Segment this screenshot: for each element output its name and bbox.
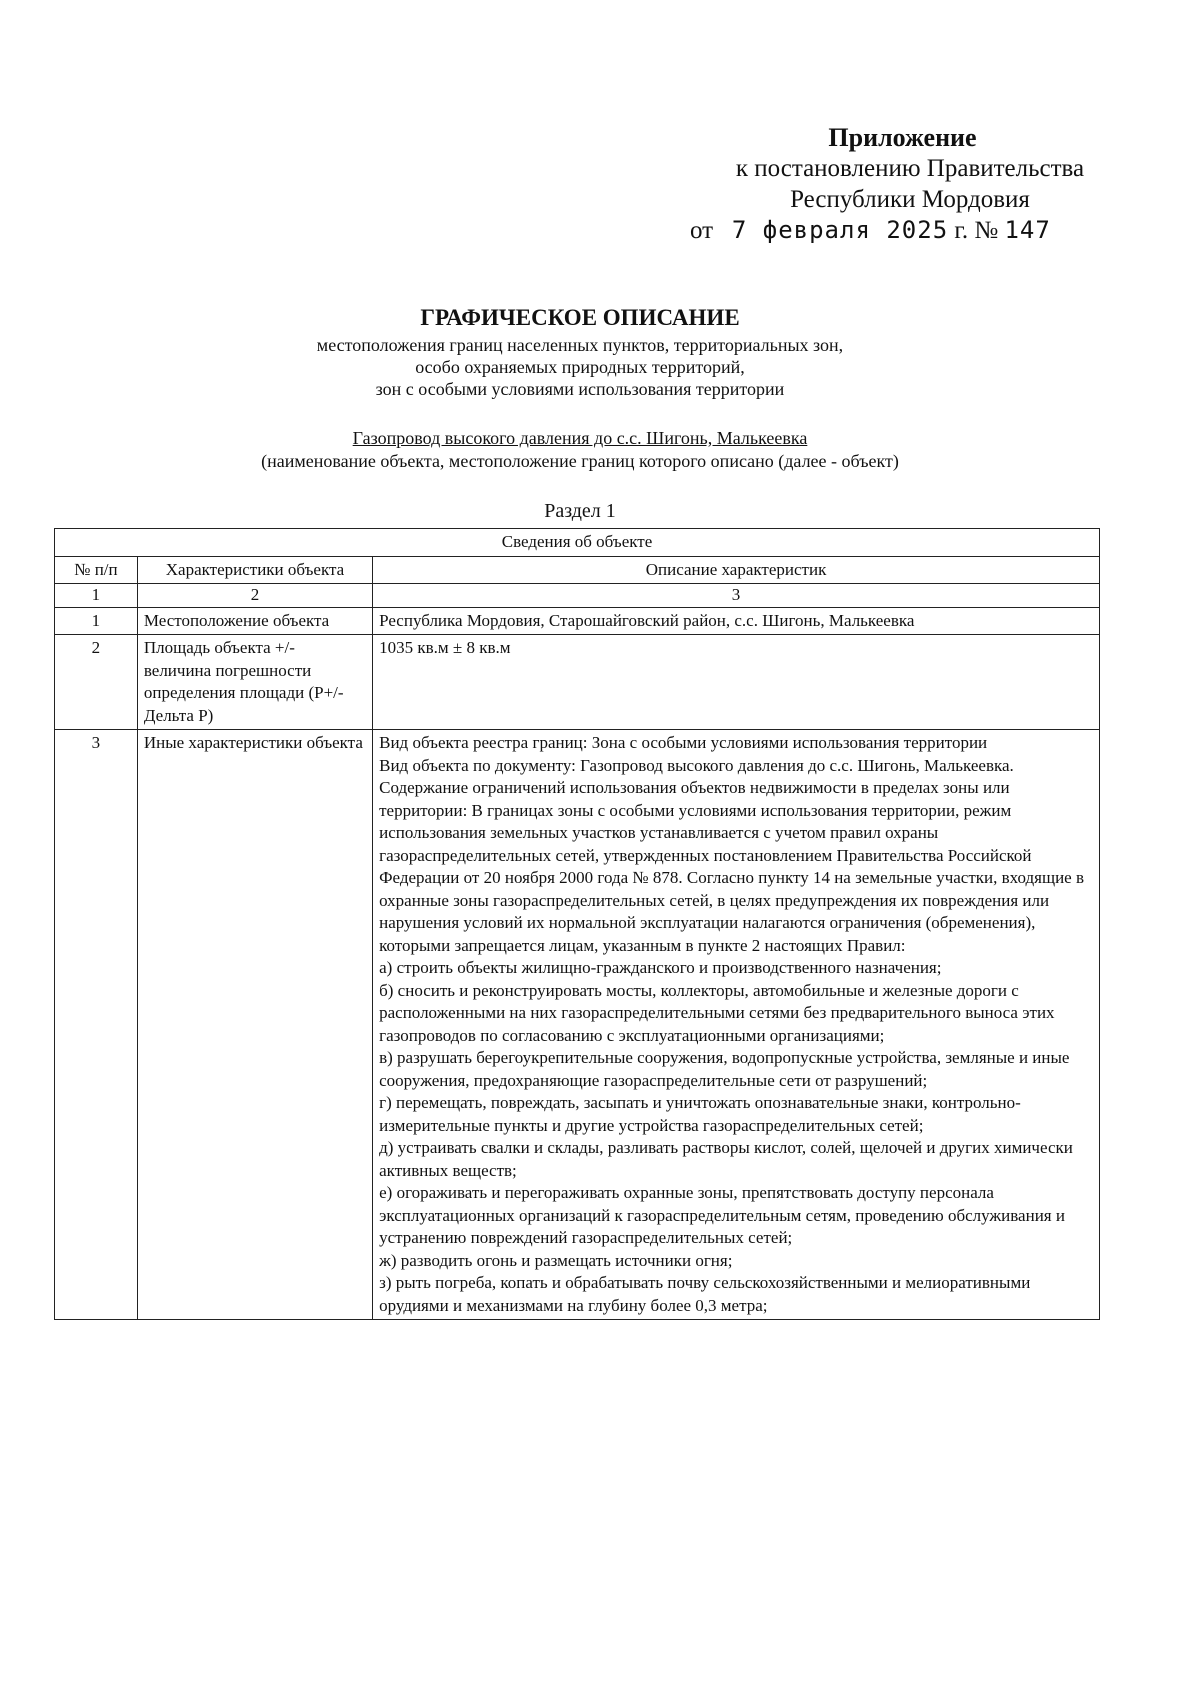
object-info-table [54,528,1100,1320]
index-cell: 1 [55,584,138,608]
subtitle-line: особо охраняемых природных территорий, [415,357,745,377]
description-paragraph: ж) разводить огонь и размещать источники огня; [379,1250,733,1270]
description-paragraph: г) перемещать, повреждать, засыпать и уничтожать опознавательные знаки, контрольно-измерительные пункты и другие устройства газораспределительных сетей; [379,1093,1021,1135]
header-characteristics: Характеристики объекта [137,556,372,584]
table-caption-row [55,529,1100,557]
object-name-caption: (наименование объекта, местоположение границ которого описано (далее - объект) [261,451,899,471]
section-heading: Раздел 1 [544,500,616,522]
date-value: 7 февраля 2025 [731,216,949,244]
header-description: Описание характеристик [373,556,1100,584]
appendix-header [600,122,1180,246]
subtitle-line: зон с особыми условиями использования территории [375,379,785,399]
index-cell: 3 [373,584,1100,608]
subtitle-line: местоположения границ населенных пунктов, территориальных зон, [316,335,844,355]
row-number: 2 [55,635,138,730]
appendix-date-line [690,215,1180,246]
table-header-row [55,556,1100,584]
index-cell: 2 [137,584,372,608]
document-title: ГРАФИЧЕСКОЕ ОПИСАНИЕ [420,305,740,330]
description-paragraph: з) рыть погреба, копать и обрабатывать почву сельскохозяйственными и мелиоративными орудиями и механизмами на глубину более 0,3 метра; [379,1273,1031,1315]
row-characteristic: Местоположение объекта [137,607,372,635]
description-paragraph: Вид объекта реестра границ: Зона с особыми условиями использования территории [379,733,988,752]
appendix-line-resolution: к постановлению Правительства [735,155,1085,182]
description-paragraph: Вид объекта по документу: Газопровод высокого давления до с.с. Шигонь, Малькеевка. [379,755,1014,775]
row-characteristic: Площадь объекта +/- величина погрешности определения площади (P+/- Дельта P) [137,635,372,730]
description-paragraph: е) огораживать и перегораживать охранные зоны, препятствовать доступу персонала эксплуатационных организаций к газораспределительным сетям, проведению обслуживания и устранению повреждений газораспределительных сетей; [379,1183,1065,1247]
date-prefix: от [690,217,714,244]
row-description: 1035 кв.м ± 8 кв.м [373,635,1100,730]
description-paragraph: а) строить объекты жилищно-гражданского и производственного назначения; [379,958,942,977]
row-description: Республика Мордовия, Старошайговский район, с.с. Шигонь, Малькеевка [373,607,1100,635]
table-row [55,635,1100,730]
table-row [55,730,1100,1320]
date-year-suffix: г. № [954,217,999,244]
row-number: 3 [55,730,138,1320]
description-paragraph: в) разрушать берегоукрепительные сооружения, водопропускные устройства, земляные и иные сооружения, предохраняющие газораспределительные сети от разрушений; [379,1048,1070,1090]
object-name: Газопровод высокого давления до с.с. Шигонь, Малькеевка [352,428,808,448]
table-row [55,607,1100,635]
header-number: № п/п [55,556,138,584]
table-index-row [55,584,1100,608]
description-paragraph: д) устраивать свалки и склады, разливать растворы кислот, солей, щелочей и других химически активных веществ; [379,1138,1073,1180]
description-paragraph: б) сносить и реконструировать мосты, коллекторы, автомобильные и железные дороги с расположенными на них газораспределительными сетями без предварительного выноса этих газопроводов по согласованию с эксплуатационными организациями; [379,980,1055,1045]
appendix-line-republic: Республики Мордовия [790,186,1030,213]
row-description [373,730,1100,1320]
row-characteristic: Иные характеристики объекта [137,730,372,1320]
document-number: 147 [1004,216,1051,244]
appendix-title: Приложение [828,123,977,152]
row-number: 1 [55,607,138,635]
document-subtitle [0,334,1160,400]
description-paragraph: Содержание ограничений использования объектов недвижимости в пределах зоны или территории: В границах зоны с особыми условиями использования территории, режим использования земельных участков устанавливается с учетом правил охраны газораспределительных сетей, утвержденных постановлением Правительства Российской Федерации от 20 ноября 2000 года № 878. Согласно пункту 14 на земельные участки, входящие в охранные зоны газораспределительных сетей, в целях предупреждения их повреждения или нарушения условий их нормальной эксплуатации налагаются ограничения (обременения), которыми запрещается лицам, указанным в пункте 2 настоящих Правил: [379,778,1084,955]
table-caption: Сведения об объекте [55,529,1100,557]
